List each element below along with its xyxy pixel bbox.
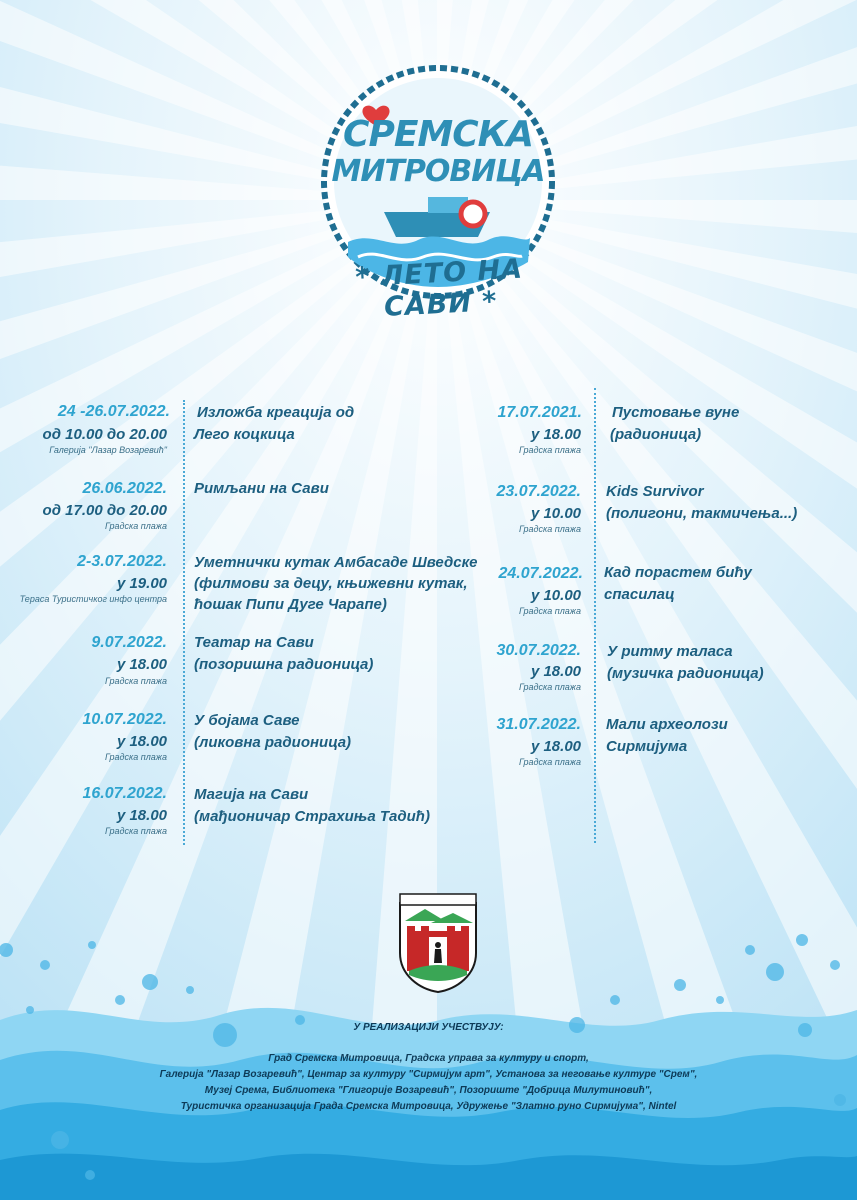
event-title: Римљани на Сави bbox=[194, 480, 329, 497]
event-time: од 10.00 до 20.00 bbox=[42, 426, 167, 443]
event-place: Градска плажа bbox=[519, 606, 581, 616]
logo-city-line1: СРЕМСКА bbox=[343, 114, 533, 155]
event-title: Магија на Сави bbox=[194, 786, 309, 803]
event-title: (радионица) bbox=[610, 426, 702, 443]
event-title: (ликовна радионица) bbox=[194, 734, 352, 751]
event-date: 2-3.07.2022. bbox=[77, 553, 167, 570]
event-time: у 18.00 bbox=[530, 426, 581, 443]
event-time: у 19.00 bbox=[116, 575, 167, 592]
event-time: у 10.00 bbox=[530, 587, 581, 604]
event-date: 31.07.2022. bbox=[496, 716, 581, 733]
event-title: Kids Survivor bbox=[606, 483, 704, 500]
participants-label: У РЕАЛИЗАЦИЈИ УЧЕСТВУЈУ: bbox=[353, 1022, 504, 1033]
participants-line: Музеј Срема, Библиотека "Глигорије Возаревић", Позориште "Добрица Милутиновић", bbox=[204, 1085, 653, 1096]
event-title: (музичка радионица) bbox=[607, 665, 764, 682]
participants-line: Туристичка организација Града Сремска Митровица, Удружење "Златно руно Сирмијума", Nintel bbox=[180, 1101, 677, 1112]
event-title: спасилац bbox=[604, 586, 675, 603]
event-place: Градска плажа bbox=[105, 521, 167, 531]
event-title: У бојама Саве bbox=[194, 712, 300, 729]
event-date: 24.07.2022. bbox=[498, 565, 583, 582]
event-subtitle: * ЛЕТО НА САВИ * bbox=[354, 253, 524, 323]
event-time: у 10.00 bbox=[530, 505, 581, 522]
event-date: 16.07.2022. bbox=[82, 785, 167, 802]
event-date: 10.07.2022. bbox=[82, 711, 167, 728]
event-title: У ритму таласа bbox=[607, 643, 733, 660]
event-place: Градска плажа bbox=[519, 445, 581, 455]
event-place: Градска плажа bbox=[519, 524, 581, 534]
event-place: Градска плажа bbox=[105, 676, 167, 686]
event-time: у 18.00 bbox=[116, 807, 167, 824]
event-title: (филмови за децу, књижевни кутак, bbox=[194, 575, 468, 592]
event-place: Тераса Туристичког инфо центра bbox=[19, 594, 167, 604]
event-date: 17.07.2021. bbox=[497, 404, 582, 421]
event-title: Мали археолози bbox=[606, 716, 728, 733]
left-divider bbox=[183, 400, 185, 845]
city-crest bbox=[397, 893, 479, 993]
event-date: 23.07.2022. bbox=[496, 483, 581, 500]
event-title: ћошак Пипи Дуге Чарапе) bbox=[194, 596, 387, 613]
event-date: 24 -26.07.2022. bbox=[57, 403, 170, 420]
logo-city-line2: МИТРОВИЦА bbox=[331, 154, 545, 189]
right-divider bbox=[594, 388, 596, 843]
event-title: Уметнички кутак Амбасаде Шведске bbox=[194, 554, 478, 571]
event-date: 9.07.2022. bbox=[91, 634, 167, 651]
participants-line: Галерија "Лазар Возаревић", Центар за културу "Сирмијум арт", Установа за неговање културе "Срем", bbox=[159, 1069, 698, 1080]
event-date: 26.06.2022. bbox=[82, 480, 167, 497]
event-place: Градска плажа bbox=[105, 752, 167, 762]
event-time: у 18.00 bbox=[530, 738, 581, 755]
event-time: у 18.00 bbox=[530, 663, 581, 680]
event-place: Градска плажа bbox=[519, 757, 581, 767]
event-title: (мађионичар Страхиња Тадић) bbox=[194, 808, 430, 825]
event-title: Театар на Сави bbox=[194, 634, 314, 651]
event-title: (позоришна радионица) bbox=[194, 656, 374, 673]
event-time: од 17.00 до 20.00 bbox=[42, 502, 167, 519]
event-title: Лего коцкица bbox=[194, 426, 295, 443]
event-title: Пустовање вуне bbox=[612, 404, 740, 421]
event-title: Сирмијума bbox=[606, 738, 688, 755]
event-place: Градска плажа bbox=[105, 826, 167, 836]
participants-line: Град Сремска Митровица, Градска управа за културу и спорт, bbox=[268, 1053, 589, 1064]
event-title: Изложба креација од bbox=[197, 404, 355, 421]
event-place: Градска плажа bbox=[519, 682, 581, 692]
event-time: у 18.00 bbox=[116, 656, 167, 673]
event-title: (полигони, такмичења...) bbox=[606, 505, 798, 522]
event-date: 30.07.2022. bbox=[496, 642, 581, 659]
event-place: Галерија "Лазар Возаревић" bbox=[49, 445, 167, 455]
event-title: Кад порастем бићу bbox=[604, 564, 752, 581]
event-time: у 18.00 bbox=[116, 733, 167, 750]
